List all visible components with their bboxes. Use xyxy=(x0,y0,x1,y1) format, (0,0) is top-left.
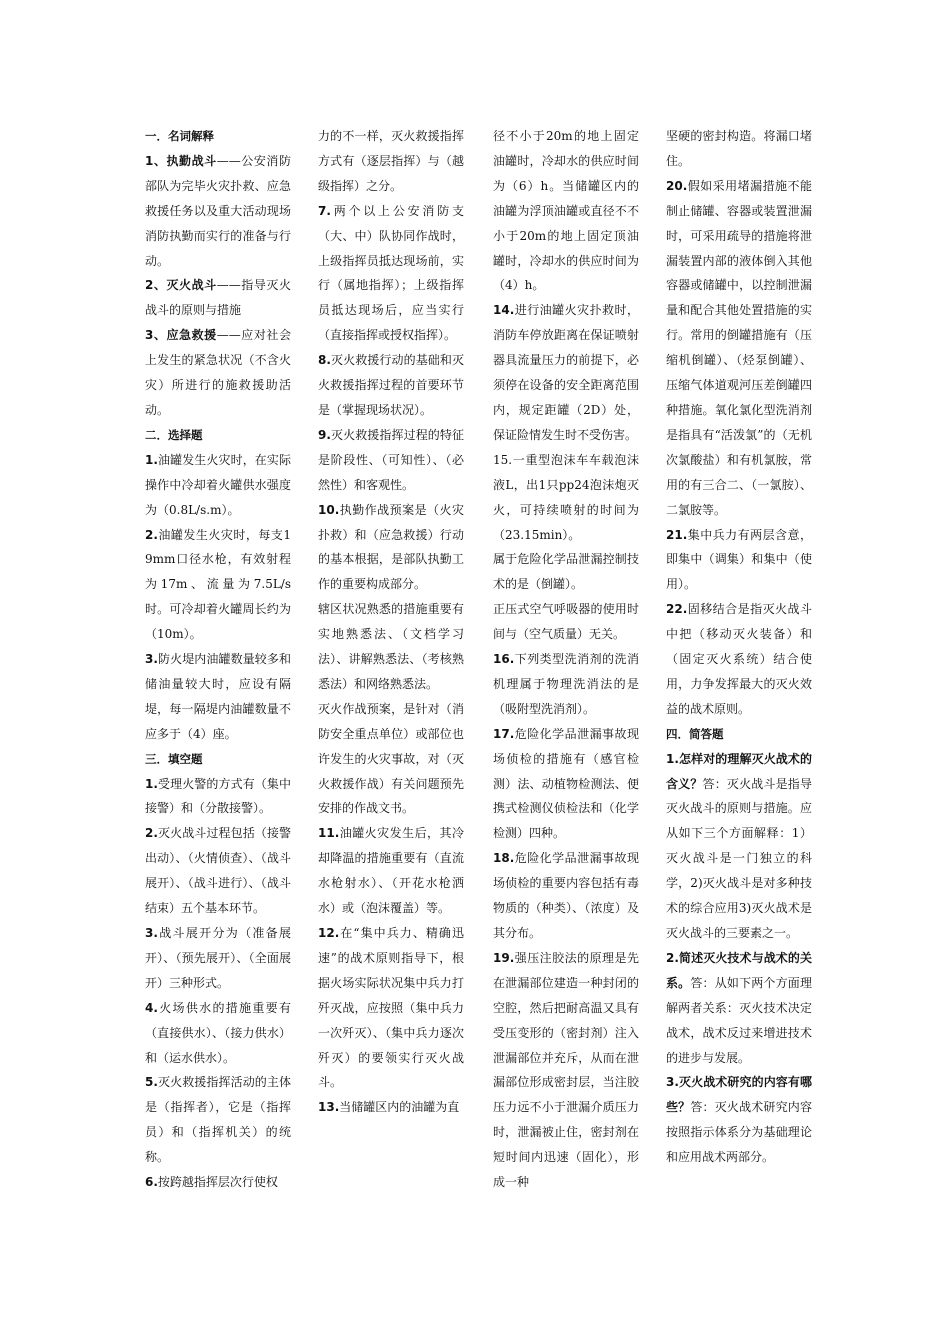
item-number: 1. xyxy=(145,452,158,467)
text-paragraph: 正压式空气呼吸器的使用时间与（空气质量）无关。 xyxy=(493,602,639,642)
question-item xyxy=(493,298,639,447)
question-item xyxy=(318,199,464,348)
question-item xyxy=(493,722,639,847)
section-heading: 三．填空题 xyxy=(145,751,203,766)
question-item xyxy=(145,921,291,996)
answer-text: 答：灭火战术研究内容按照指示体系分为基础理论和应用战术两部分。 xyxy=(666,1100,812,1165)
definition-paragraph xyxy=(145,149,291,274)
question-item xyxy=(145,821,291,921)
item-number: 6. xyxy=(145,1175,158,1190)
answer-text: 答：灭火战斗是指导灭火战斗的原则与措施。应从如下三个方面解释：1）灭火战斗是一门独立的科学，2)灭火战斗是对多种技术的综合应用3)灭火战术是灭火战斗的三要素之一。 xyxy=(666,776,812,940)
question-item xyxy=(493,946,639,1195)
item-number: 3. xyxy=(145,926,158,940)
item-text: 受理火警的方式有（集中接警）和（分散接警）。 xyxy=(145,776,291,816)
item-text: 强压注胶法的原理是先在泄漏部位建造一种封闭的空腔，然后把耐高温又具有受压变形的（密封剂）注入泄漏部位并充斥，从而在泄漏部位形成密封层，当注胶压力远不小于泄漏介质压力时，泄漏被止住，密封剂在短时间内迅速（固化），形成一种 xyxy=(493,950,639,1190)
column-3 xyxy=(493,124,639,1195)
text-paragraph: 力的不一样，灭火救援指挥方式有（逐层指挥）与（越级指挥）之分。 xyxy=(318,129,464,193)
text-paragraph: 属于危险化学品泄漏控制技术的是（倒罐）。 xyxy=(493,552,639,592)
section-heading: 一．名词解释 xyxy=(145,129,214,143)
question-item xyxy=(318,821,464,921)
item-text: 灭火救援指挥活动的主体是（指挥者），它是（指挥员）和（指挥机关）的统称。 xyxy=(145,1075,291,1165)
term-label: 3、应急救援 xyxy=(145,328,217,343)
question-item xyxy=(145,1170,291,1195)
question-item xyxy=(666,523,812,598)
column-2 xyxy=(318,124,464,1120)
item-number: 2. xyxy=(145,527,158,542)
item-number: 20. xyxy=(666,178,688,193)
item-text: 两个以上公安消防支（大、中）队协同作战时，上级指挥员抵达现场前，实行（属地指挥）；上级指挥员抵达现场后，应当实行（直接指挥或授权指挥）。 xyxy=(318,203,464,343)
question-item xyxy=(318,423,464,498)
question-item xyxy=(493,647,639,722)
item-number: 3. xyxy=(145,652,158,667)
item-text: 下列类型洗消剂的洗消机理属于物理洗消法的是（吸附型洗消剂）。 xyxy=(493,652,639,716)
item-text: 防火堤内油罐数量较多和储油量较大时，应设有隔堤，每一隔堤内油罐数量不应多于（4）座。 xyxy=(145,652,291,741)
text-paragraph: 辖区状况熟悉的措施重要有实地熟悉法、（文档学习法）、讲解熟悉法、（考核熟悉法）和网络熟悉法。 xyxy=(318,602,464,691)
question-item xyxy=(145,448,291,523)
item-number: 1. xyxy=(145,776,158,791)
question-item xyxy=(318,348,464,423)
question-item xyxy=(318,921,464,1095)
item-text: 油罐发生火灾时，每支19mm口径水枪，有效射程为17m、流量为7.5L/s时。可冷却着火罐周长约为（10m）。 xyxy=(145,527,291,642)
item-text: 进行油罐火灾扑救时，消防车停放距离在保证喷射器具流量压力的前提下，必须停在设备的安全距离范围内，规定距罐（2D）处，保证险情发生时不受伤害。 xyxy=(493,303,639,442)
question-item xyxy=(145,647,291,747)
item-text: 集中兵力有两层含意，即集中（调集）和集中（使用）。 xyxy=(666,527,812,592)
question-item xyxy=(666,597,812,722)
item-text: 油罐发生火灾时，在实际操作中冷却着火罐供水强度为（0.8L/s.m）。 xyxy=(145,452,291,517)
item-text: 灭火救援指挥过程的特征是阶段性、（可知性）、（必然性）和客观性。 xyxy=(318,427,464,492)
text-paragraph: 径不小于20m的地上固定油罐时，冷却水的供应时间为（6）h。当储罐区内的油罐为浮顶油罐或直径不不小于20m的地上固定顶油罐时，冷却水的供应时间为（4）h。 xyxy=(493,129,639,293)
answer-text: 答：从如下两个方面理解两者关系：灭火技术决定战术，战术反过来增进技术的进步与发展。 xyxy=(666,975,812,1065)
item-number: 10. xyxy=(318,502,340,517)
text-paragraph: 坚硬的密封构造。将漏口堵住。 xyxy=(666,129,812,168)
item-number: 8. xyxy=(318,353,331,368)
item-number: 4. xyxy=(145,1000,158,1015)
question-text: 1.怎样对的理解灭火战术的含义？ xyxy=(666,751,812,791)
item-text: 灭火救援行动的基础和灭火救援指挥过程的首要环节是（掌握现场状况）。 xyxy=(318,353,464,417)
item-text: 灭火战斗过程包括（接警出动）、（火情侦查）、（战斗展开）、（战斗进行）、（战斗结束）五个基本环节。 xyxy=(145,826,291,916)
item-number: 19. xyxy=(493,950,515,965)
item-text: 危险化学品泄漏事故现场侦检的措施有（感官检测）法、动植物检测法、便携式检测仪侦检法和（化学检测）四种。 xyxy=(493,726,639,841)
item-number: 9. xyxy=(318,427,331,442)
item-number: 14. xyxy=(493,303,515,318)
term-definition: ——指导灭火战斗的原则与措施 xyxy=(145,278,291,318)
question-item xyxy=(145,1070,291,1170)
question-text: 2.简述灭火技术与战术的关系。 xyxy=(666,950,812,990)
item-text: 当储罐区内的油罐为直 xyxy=(339,1100,460,1115)
qa-item xyxy=(666,747,812,946)
text-paragraph: 灭火作战预案，是针对（消防安全重点单位）或部位也许发生的火灾事故，对（灭火救援作战）有关问题预先安排的作战文书。 xyxy=(318,701,464,816)
question-text: 3.灭火战术研究的内容有哪些？ xyxy=(666,1075,812,1115)
item-text: 按跨越指挥层次行使权 xyxy=(157,1175,278,1190)
question-item xyxy=(666,174,812,523)
item-text: 固移结合是指灭火战斗中把（移动灭火装备）和（固定灭火系统）结合使用，力争发挥最大的灭火效益的战术原则。 xyxy=(666,602,812,716)
section-heading: 二．选择题 xyxy=(145,427,203,442)
term-definition: ——公安消防部队为完毕火灾扑救、应急救援任务以及重大活动现场消防执勤而实行的准备与行动。 xyxy=(145,153,291,268)
item-text: 在“集中兵力、精确迅速”的战术原则指导下，根据火场实际状况集中兵力打歼灭战，应按照（集中兵力一次歼灭）、（集中兵力逐次歼灭）的要领实行灭火战斗。 xyxy=(318,926,464,1090)
item-number: 7. xyxy=(318,203,331,218)
term-definition: ——应对社会上发生的紧急状况（不含火灾）所进行的施救援助活动。 xyxy=(145,328,291,417)
column-4 xyxy=(666,124,812,1170)
term-label: 2、灭火战斗 xyxy=(145,278,217,293)
item-number: 21. xyxy=(666,527,688,542)
question-item xyxy=(145,772,291,822)
item-text: 执勤作战预案是（火灾扑救）和（应急救援）行动的基本根据，是部队执勤工作的重要构成部分。 xyxy=(318,502,464,592)
text-paragraph: 15.一重型泡沫车车载泡沫液L，出1只pp24泡沫炮灭火，可持续喷射的时间为（23.15min）。 xyxy=(493,452,639,542)
item-text: 战斗展开分为（准备展开）、（预先展开）、（全面展开）三种形式。 xyxy=(145,926,291,990)
question-item xyxy=(318,1095,464,1120)
item-number: 16. xyxy=(493,652,515,667)
item-number: 12. xyxy=(318,926,340,940)
question-item xyxy=(318,498,464,598)
item-text: 假如采用堵漏措施不能制止储罐、容器或装置泄漏时，可采用疏导的措施将泄漏装置内部的液体倒入其他容器或储罐中，以控制泄漏量和配合其他处置措施的实行。常用的倒罐措施有（压缩机倒罐）、（烃泵倒罐）、压缩气体道观河压差倒罐四种措施。氧化氯化型洗消剂是指具有“活泼氯”的（无机次氯酸盐）和有机氯胺，常用的有三合二、（一氯胺）、二氯胺等。 xyxy=(666,178,812,517)
question-item xyxy=(493,846,639,946)
qa-item xyxy=(666,946,812,1071)
item-number: 5. xyxy=(145,1075,158,1090)
item-number: 2. xyxy=(145,826,158,841)
item-text: 火场供水的措施重要有（直接供水）、（接力供水）和（运水供水）。 xyxy=(145,1000,291,1065)
item-number: 22. xyxy=(666,602,688,617)
definition-paragraph xyxy=(145,273,291,323)
column-1 xyxy=(145,124,291,1195)
definition-paragraph xyxy=(145,323,291,423)
qa-item xyxy=(666,1070,812,1170)
item-number: 13. xyxy=(318,1100,340,1115)
question-item xyxy=(145,996,291,1071)
term-label: 1、执勤战斗 xyxy=(145,153,217,168)
item-text: 危险化学品泄漏事故现场侦检的重要内容包括有毒物质的（种类）、（浓度）及其分布。 xyxy=(493,851,639,940)
question-item xyxy=(145,523,291,648)
item-number: 18. xyxy=(493,851,515,866)
item-number: 17. xyxy=(493,726,515,741)
item-number: 11. xyxy=(318,826,340,841)
section-heading: 四．简答题 xyxy=(666,726,724,741)
item-text: 油罐火灾发生后，其冷却降温的措施重要有（直流水枪射水）、（开花水枪洒水）或（泡沫覆盖）等。 xyxy=(318,826,464,916)
